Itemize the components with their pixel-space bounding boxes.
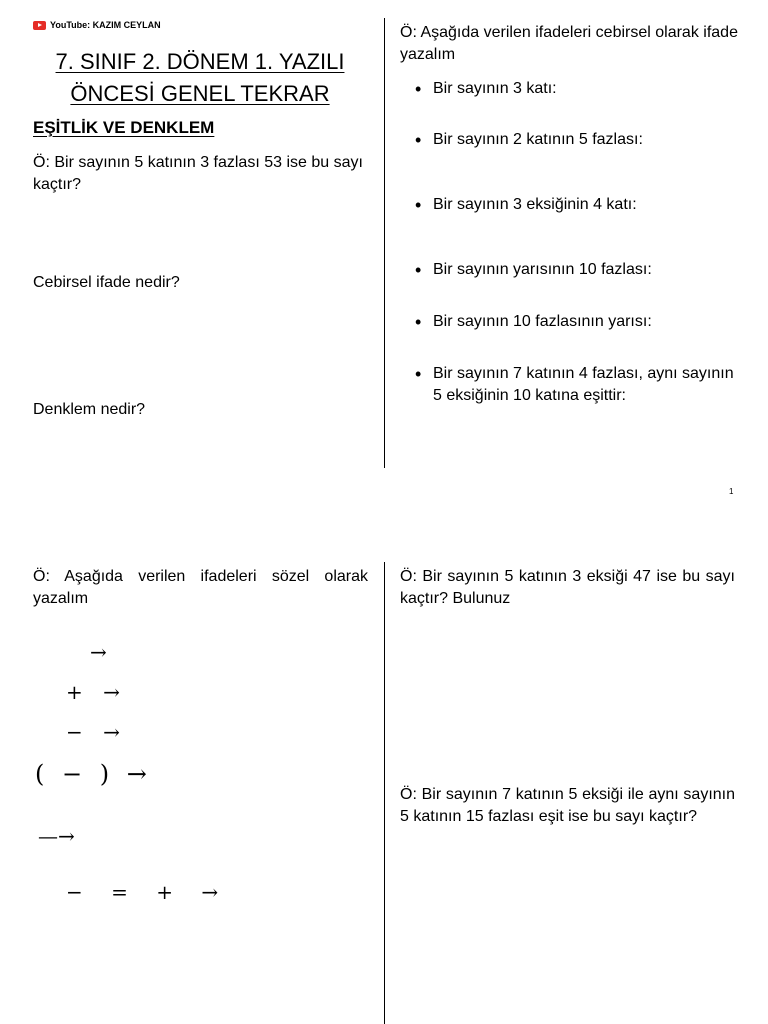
- section-heading: EŞİTLİK VE DENKLEM: [33, 118, 215, 137]
- list-item: • Bir sayının yarısının 10 fazlası:: [415, 259, 745, 281]
- question-equation: Denklem nedir?: [33, 401, 146, 418]
- youtube-logo-icon: [33, 21, 46, 30]
- list-item: • Bir sayının 2 katının 5 fazlası:: [415, 129, 745, 151]
- page-number: 1: [729, 487, 734, 496]
- youtube-channel-label: YouTube: KAZIM CEYLAN: [50, 20, 161, 30]
- algebraic-intro: Ö: Aşağıda verilen ifadeleri cebirsel olarak ifade yazalım: [400, 24, 738, 63]
- list-item: • Bir sayının 3 eksiğinin 4 katı:: [415, 194, 745, 216]
- column-divider-top: [384, 18, 385, 468]
- list-item: • Bir sayının 7 katının 4 fazlası, aynı sayının 5 eksiğinin 10 katına eşittir:: [415, 363, 745, 407]
- youtube-header: [33, 20, 161, 30]
- question-2: Ö: Bir sayının 5 katının 3 eksiği 47 ise bu sayı kaçtır? Bulunuz: [400, 568, 735, 607]
- column-divider-bottom: [384, 562, 385, 1024]
- list-item: • Bir sayının 3 katı:: [415, 78, 745, 100]
- expression-3: − →: [66, 720, 120, 744]
- expression-6: − = + →: [66, 880, 219, 904]
- expression-1: →: [90, 640, 107, 664]
- expression-5: —→: [38, 824, 75, 848]
- expression-2: + →: [66, 680, 120, 704]
- question-algebraic-expression: Cebirsel ifade nedir?: [33, 274, 180, 291]
- page-title-line1: 7. SINIF 2. DÖNEM 1. YAZILI: [55, 49, 345, 74]
- list-item: • Bir sayının 10 fazlasının yarısı:: [415, 311, 745, 333]
- verbal-intro: Ö: Aşağıda verilen ifadeleri sözel olarak yazalım: [33, 568, 368, 607]
- question-1: Ö: Bir sayının 5 katının 3 fazlası 53 ise bu sayı kaçtır?: [33, 154, 363, 193]
- question-3: Ö: Bir sayının 7 katının 5 eksiği ile aynı sayının 5 katının 15 fazlası eşit ise bu sayı kaçtır?: [400, 786, 735, 825]
- expression-4: ( − ) →: [35, 760, 147, 788]
- page-title-line2: ÖNCESİ GENEL TEKRAR: [70, 81, 330, 106]
